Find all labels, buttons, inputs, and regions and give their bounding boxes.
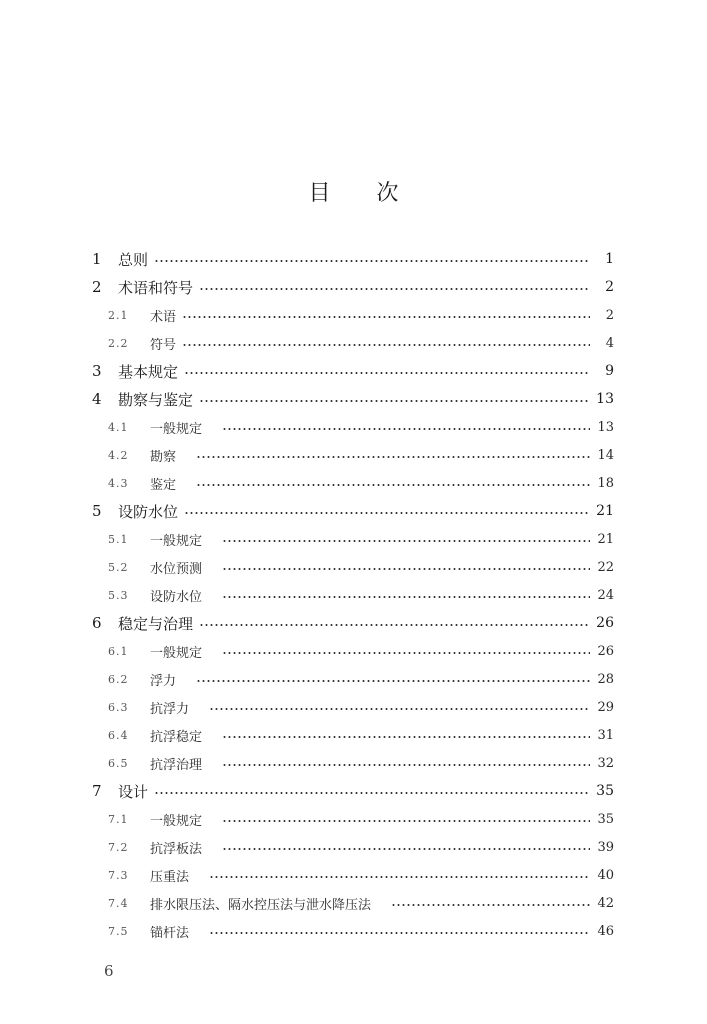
toc-entry-page: 9 bbox=[605, 363, 614, 379]
dot-leader bbox=[222, 652, 590, 654]
toc-entry-title: 抗浮稳定 bbox=[150, 729, 203, 745]
toc-entry-title: 基本规定 bbox=[118, 362, 179, 381]
toc-entry-title: 一般规定 bbox=[150, 533, 203, 549]
toc-entry-page: 29 bbox=[597, 699, 614, 715]
toc-entry[interactable] bbox=[92, 612, 614, 634]
toc-entry[interactable] bbox=[92, 360, 614, 382]
toc-entry-number: 4.1 bbox=[108, 420, 129, 434]
toc-entry-page: 35 bbox=[596, 783, 614, 799]
dot-leader bbox=[222, 736, 590, 738]
toc-entry-number: 7.1 bbox=[108, 812, 129, 826]
toc-entry-title: 符号 bbox=[150, 337, 177, 353]
toc-entry[interactable] bbox=[92, 724, 614, 746]
dot-leader bbox=[199, 288, 590, 290]
toc-entry[interactable] bbox=[92, 416, 614, 438]
toc-entry-page: 35 bbox=[597, 811, 614, 827]
toc-entry-number: 6.4 bbox=[108, 728, 129, 742]
toc-entry-number: 6.2 bbox=[108, 672, 129, 686]
page-number: 6 bbox=[104, 962, 114, 980]
toc-entry-number: 1 bbox=[92, 250, 102, 268]
toc-entry-number: 2.1 bbox=[108, 308, 129, 322]
toc-entry-number: 3 bbox=[92, 362, 102, 380]
toc-entry-number: 5 bbox=[92, 502, 102, 520]
toc-entry-page: 22 bbox=[597, 559, 614, 575]
toc-entry-number: 4 bbox=[92, 390, 102, 408]
toc-entry-page: 31 bbox=[597, 727, 614, 743]
dot-leader bbox=[199, 400, 590, 402]
dot-leader bbox=[209, 932, 590, 934]
dot-leader bbox=[184, 512, 590, 514]
toc-entry-page: 32 bbox=[597, 755, 614, 771]
toc-entry-page: 26 bbox=[596, 615, 614, 631]
toc-entry[interactable] bbox=[92, 528, 614, 550]
toc-entry-page: 14 bbox=[597, 447, 614, 463]
toc-entry[interactable] bbox=[92, 472, 614, 494]
toc-entry-page: 13 bbox=[597, 419, 614, 435]
toc-entry-title: 抗浮板法 bbox=[150, 841, 203, 857]
dot-leader bbox=[209, 708, 590, 710]
toc-entry-page: 2 bbox=[605, 279, 614, 295]
toc-entry-page: 24 bbox=[597, 587, 614, 603]
toc-entry-title: 抗浮治理 bbox=[150, 757, 203, 773]
toc-entry-number: 2 bbox=[92, 278, 102, 296]
toc-entry-title: 设防水位 bbox=[118, 502, 179, 521]
toc-entry[interactable] bbox=[92, 276, 614, 298]
dot-leader bbox=[222, 764, 590, 766]
dot-leader bbox=[196, 680, 590, 682]
toc-entry-title: 总则 bbox=[118, 250, 149, 269]
page-title bbox=[0, 176, 707, 207]
toc-entry-page: 42 bbox=[597, 895, 614, 911]
toc-entry-title: 压重法 bbox=[150, 869, 190, 885]
toc-entry[interactable] bbox=[92, 584, 614, 606]
toc-entry-page: 28 bbox=[597, 671, 614, 687]
toc-entry-title: 一般规定 bbox=[150, 645, 203, 661]
toc-entry-title: 一般规定 bbox=[150, 421, 203, 437]
toc-entry-page: 18 bbox=[597, 475, 614, 491]
title-char-2: 次 bbox=[376, 181, 399, 206]
toc-entry[interactable] bbox=[92, 892, 614, 914]
toc-entry[interactable] bbox=[92, 668, 614, 690]
toc-entry[interactable] bbox=[92, 332, 614, 354]
toc-entry-number: 7.4 bbox=[108, 896, 129, 910]
toc-entry[interactable] bbox=[92, 780, 614, 802]
dot-leader bbox=[222, 568, 590, 570]
toc-entry-page: 26 bbox=[597, 643, 614, 659]
toc-entry-page: 40 bbox=[597, 867, 614, 883]
dot-leader bbox=[196, 456, 590, 458]
toc-entry-title: 术语 bbox=[150, 309, 177, 325]
dot-leader bbox=[196, 484, 590, 486]
toc-entry-number: 4.2 bbox=[108, 448, 129, 462]
toc-entry-title: 锚杆法 bbox=[150, 925, 190, 941]
toc-entry-page: 1 bbox=[605, 251, 614, 267]
toc-entry-number: 7.5 bbox=[108, 924, 129, 938]
toc-entry-number: 6.3 bbox=[108, 700, 129, 714]
toc-entry[interactable] bbox=[92, 752, 614, 774]
dot-leader bbox=[222, 848, 590, 850]
dot-leader bbox=[391, 904, 590, 906]
toc-entry-page: 4 bbox=[605, 335, 614, 351]
toc-entry-number: 5.1 bbox=[108, 532, 129, 546]
toc-entry-title: 鉴定 bbox=[150, 477, 177, 493]
toc-entry-title: 勘察 bbox=[150, 449, 177, 465]
dot-leader bbox=[222, 820, 590, 822]
toc-entry[interactable] bbox=[92, 444, 614, 466]
toc-entry-page: 21 bbox=[597, 531, 614, 547]
toc-entry[interactable] bbox=[92, 808, 614, 830]
toc-entry-title: 术语和符号 bbox=[118, 278, 194, 297]
toc-entry-number: 2.2 bbox=[108, 336, 129, 350]
dot-leader bbox=[209, 876, 590, 878]
toc-entry-number: 6 bbox=[92, 614, 102, 632]
dot-leader bbox=[222, 428, 590, 430]
toc-entry-title: 水位预测 bbox=[150, 561, 203, 577]
toc-entry-page: 46 bbox=[597, 923, 614, 939]
toc-entry[interactable] bbox=[92, 556, 614, 578]
toc-entry-page: 2 bbox=[605, 307, 614, 323]
dot-leader bbox=[182, 344, 590, 346]
dot-leader bbox=[222, 596, 590, 598]
toc-entry-title: 设防水位 bbox=[150, 589, 203, 605]
toc-entry-page: 21 bbox=[596, 503, 614, 519]
toc-entry-title: 浮力 bbox=[150, 673, 177, 689]
toc-entry-number: 7.3 bbox=[108, 868, 129, 882]
toc-entry-title: 稳定与治理 bbox=[118, 614, 194, 633]
toc-entry-page: 13 bbox=[596, 391, 614, 407]
dot-leader bbox=[222, 540, 590, 542]
toc-entry-title: 勘察与鉴定 bbox=[118, 390, 194, 409]
toc-entry[interactable] bbox=[92, 920, 614, 942]
toc-entry-number: 7.2 bbox=[108, 840, 129, 854]
toc-entry[interactable] bbox=[92, 864, 614, 886]
toc-entry[interactable] bbox=[92, 696, 614, 718]
toc-entry[interactable] bbox=[92, 304, 614, 326]
toc-entry-number: 5.3 bbox=[108, 588, 129, 602]
title-char-1: 目 bbox=[308, 181, 331, 206]
toc-entry-number: 5.2 bbox=[108, 560, 129, 574]
toc-entry-title: 抗浮力 bbox=[150, 701, 190, 717]
toc-entry-title: 一般规定 bbox=[150, 813, 203, 829]
dot-leader bbox=[199, 624, 590, 626]
dot-leader bbox=[154, 260, 590, 262]
toc-entry[interactable] bbox=[92, 248, 614, 270]
toc-entry-number: 6.5 bbox=[108, 756, 129, 770]
dot-leader bbox=[154, 792, 590, 794]
toc-entry[interactable] bbox=[92, 500, 614, 522]
toc-entry-title: 排水限压法、隔水控压法与泄水降压法 bbox=[150, 897, 372, 913]
dot-leader bbox=[184, 372, 590, 374]
toc-entry[interactable] bbox=[92, 836, 614, 858]
toc-entry[interactable] bbox=[92, 640, 614, 662]
toc-entry-number: 7 bbox=[92, 782, 102, 800]
dot-leader bbox=[182, 316, 590, 318]
toc-entry-number: 6.1 bbox=[108, 644, 129, 658]
toc-entry-number: 4.3 bbox=[108, 476, 129, 490]
toc-entry[interactable] bbox=[92, 388, 614, 410]
toc-entry-page: 39 bbox=[597, 839, 614, 855]
toc-entry-title: 设计 bbox=[118, 782, 149, 801]
